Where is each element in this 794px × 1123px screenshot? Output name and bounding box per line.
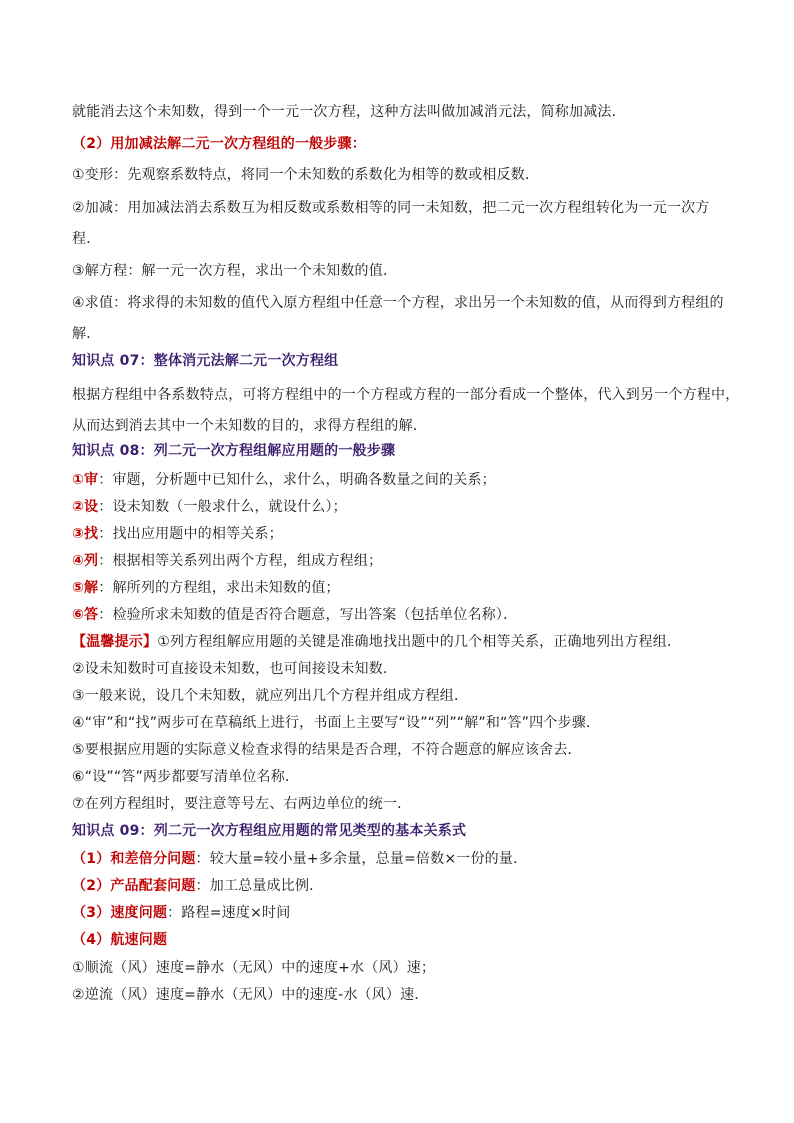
tip-item: ③一般来说，设几个未知数，就应列出几个方程并组成方程组．: [72, 688, 469, 704]
type-text: ：较大量=较小量+多余量，总量=倍数×一份的量．: [195, 851, 528, 867]
step-item: [72, 497, 347, 517]
section-heading-08: 知识点 08：列二元一次方程组解应用题的一般步骤: [72, 443, 396, 459]
step-text: ：检验所求未知数的值是否符合题意，写出答案（包括单位名称）．: [98, 607, 518, 623]
type-label: （3）速度问题: [72, 905, 168, 921]
step-item: [72, 470, 496, 490]
step-label: ①审: [72, 472, 99, 488]
step-text: ：找出应用题中的相等关系；: [98, 526, 283, 542]
type-label: （1）和差倍分问题: [72, 851, 196, 867]
tip-item: ⑦在列方程组时，要注意等号左、右两边单位的统一．: [72, 796, 412, 812]
text-line: ④求值：将求得的未知数的值代入原方程组中任意一个方程，求出另一个未知数的值，从而得到方程组的: [72, 295, 724, 311]
type-label: （2）产品配套问题: [72, 878, 196, 894]
step-text: ：设未知数（一般求什么，就设什么）；: [98, 499, 347, 515]
step-text: ：审题，分析题中已知什么，求什么，明确各数量之间的关系；: [98, 472, 496, 488]
subheading-addition-subtraction-steps: （2）用加减法解二元一次方程组的一般步骤：: [72, 136, 366, 152]
step-label: ⑤解: [72, 580, 99, 596]
text-line: ②加减：用加减法消去系数互为相反数或系数相等的同一未知数，把二元一次方程组转化为一元一次方: [72, 200, 710, 216]
text-line: 就能消去这个未知数，得到一个一元一次方程，这种方法叫做加减消元法，简称加减法．: [72, 104, 626, 120]
tip-item: ②设未知数时可直接设未知数，也可间接设未知数．: [72, 661, 398, 677]
tip-text: ①列方程组解应用题的关键是准确地找出题中的几个相等关系，正确地列出方程组．: [157, 634, 682, 650]
tip-item: ④“审”和“找”两步可在草稿纸上进行，书面上主要写“设”“列”“解”和“答”四个步骤．: [72, 715, 601, 731]
step-label: ②设: [72, 499, 99, 515]
step-item: [72, 605, 517, 625]
type-text: ：路程=速度×时间: [167, 905, 291, 921]
tip-item: ⑥“设”“答”两步都要写清单位名称．: [72, 769, 300, 785]
type-label: （4）航速问题: [72, 932, 168, 948]
section-heading-09: 知识点 09：列二元一次方程组应用题的常见类型的基本关系式: [72, 823, 467, 839]
step-item: [72, 551, 382, 571]
step-label: ⑥答: [72, 607, 99, 623]
tip-item: ⑤要根据应用题的实际意义检查求得的结果是否合理，不符合题意的解应该舍去．: [72, 742, 582, 758]
step-label: ④列: [72, 553, 99, 569]
step-item: [72, 524, 283, 544]
type-item: [72, 876, 323, 896]
type-item: [72, 849, 527, 869]
tip-item: [72, 632, 681, 652]
text-line: 解．: [72, 326, 101, 342]
step-item: [72, 578, 340, 598]
text-line: 根据方程组中各系数特点，可将方程组中的一个方程或方程的一部分看成一个整体，代入到另一个方程中，: [72, 387, 740, 403]
type-text: ：加工总量成比例．: [195, 878, 324, 894]
text-line: ③解方程：解一元一次方程，求出一个未知数的值．: [72, 263, 398, 279]
text-line: 程．: [72, 231, 101, 247]
formula-line: ②逆流（风）速度=静水（无风）中的速度-水（风）速．: [72, 987, 429, 1003]
step-text: ：根据相等关系列出两个方程，组成方程组；: [98, 553, 383, 569]
section-heading-07: 知识点 07：整体消元法解二元一次方程组: [72, 353, 339, 369]
step-text: ：解所列的方程组，求出未知数的值；: [98, 580, 340, 596]
text-line: 从而达到消去其中一个未知数的目的，求得方程组的解．: [72, 418, 427, 434]
text-line: ①变形：先观察系数特点，将同一个未知数的系数化为相等的数或相反数．: [72, 167, 540, 183]
type-item: [72, 903, 290, 923]
formula-line: ①顺流（风）速度=静水（无风）中的速度+水（风）速；: [72, 960, 436, 976]
tip-label: 【温馨提示】: [72, 634, 158, 650]
step-label: ③找: [72, 526, 99, 542]
